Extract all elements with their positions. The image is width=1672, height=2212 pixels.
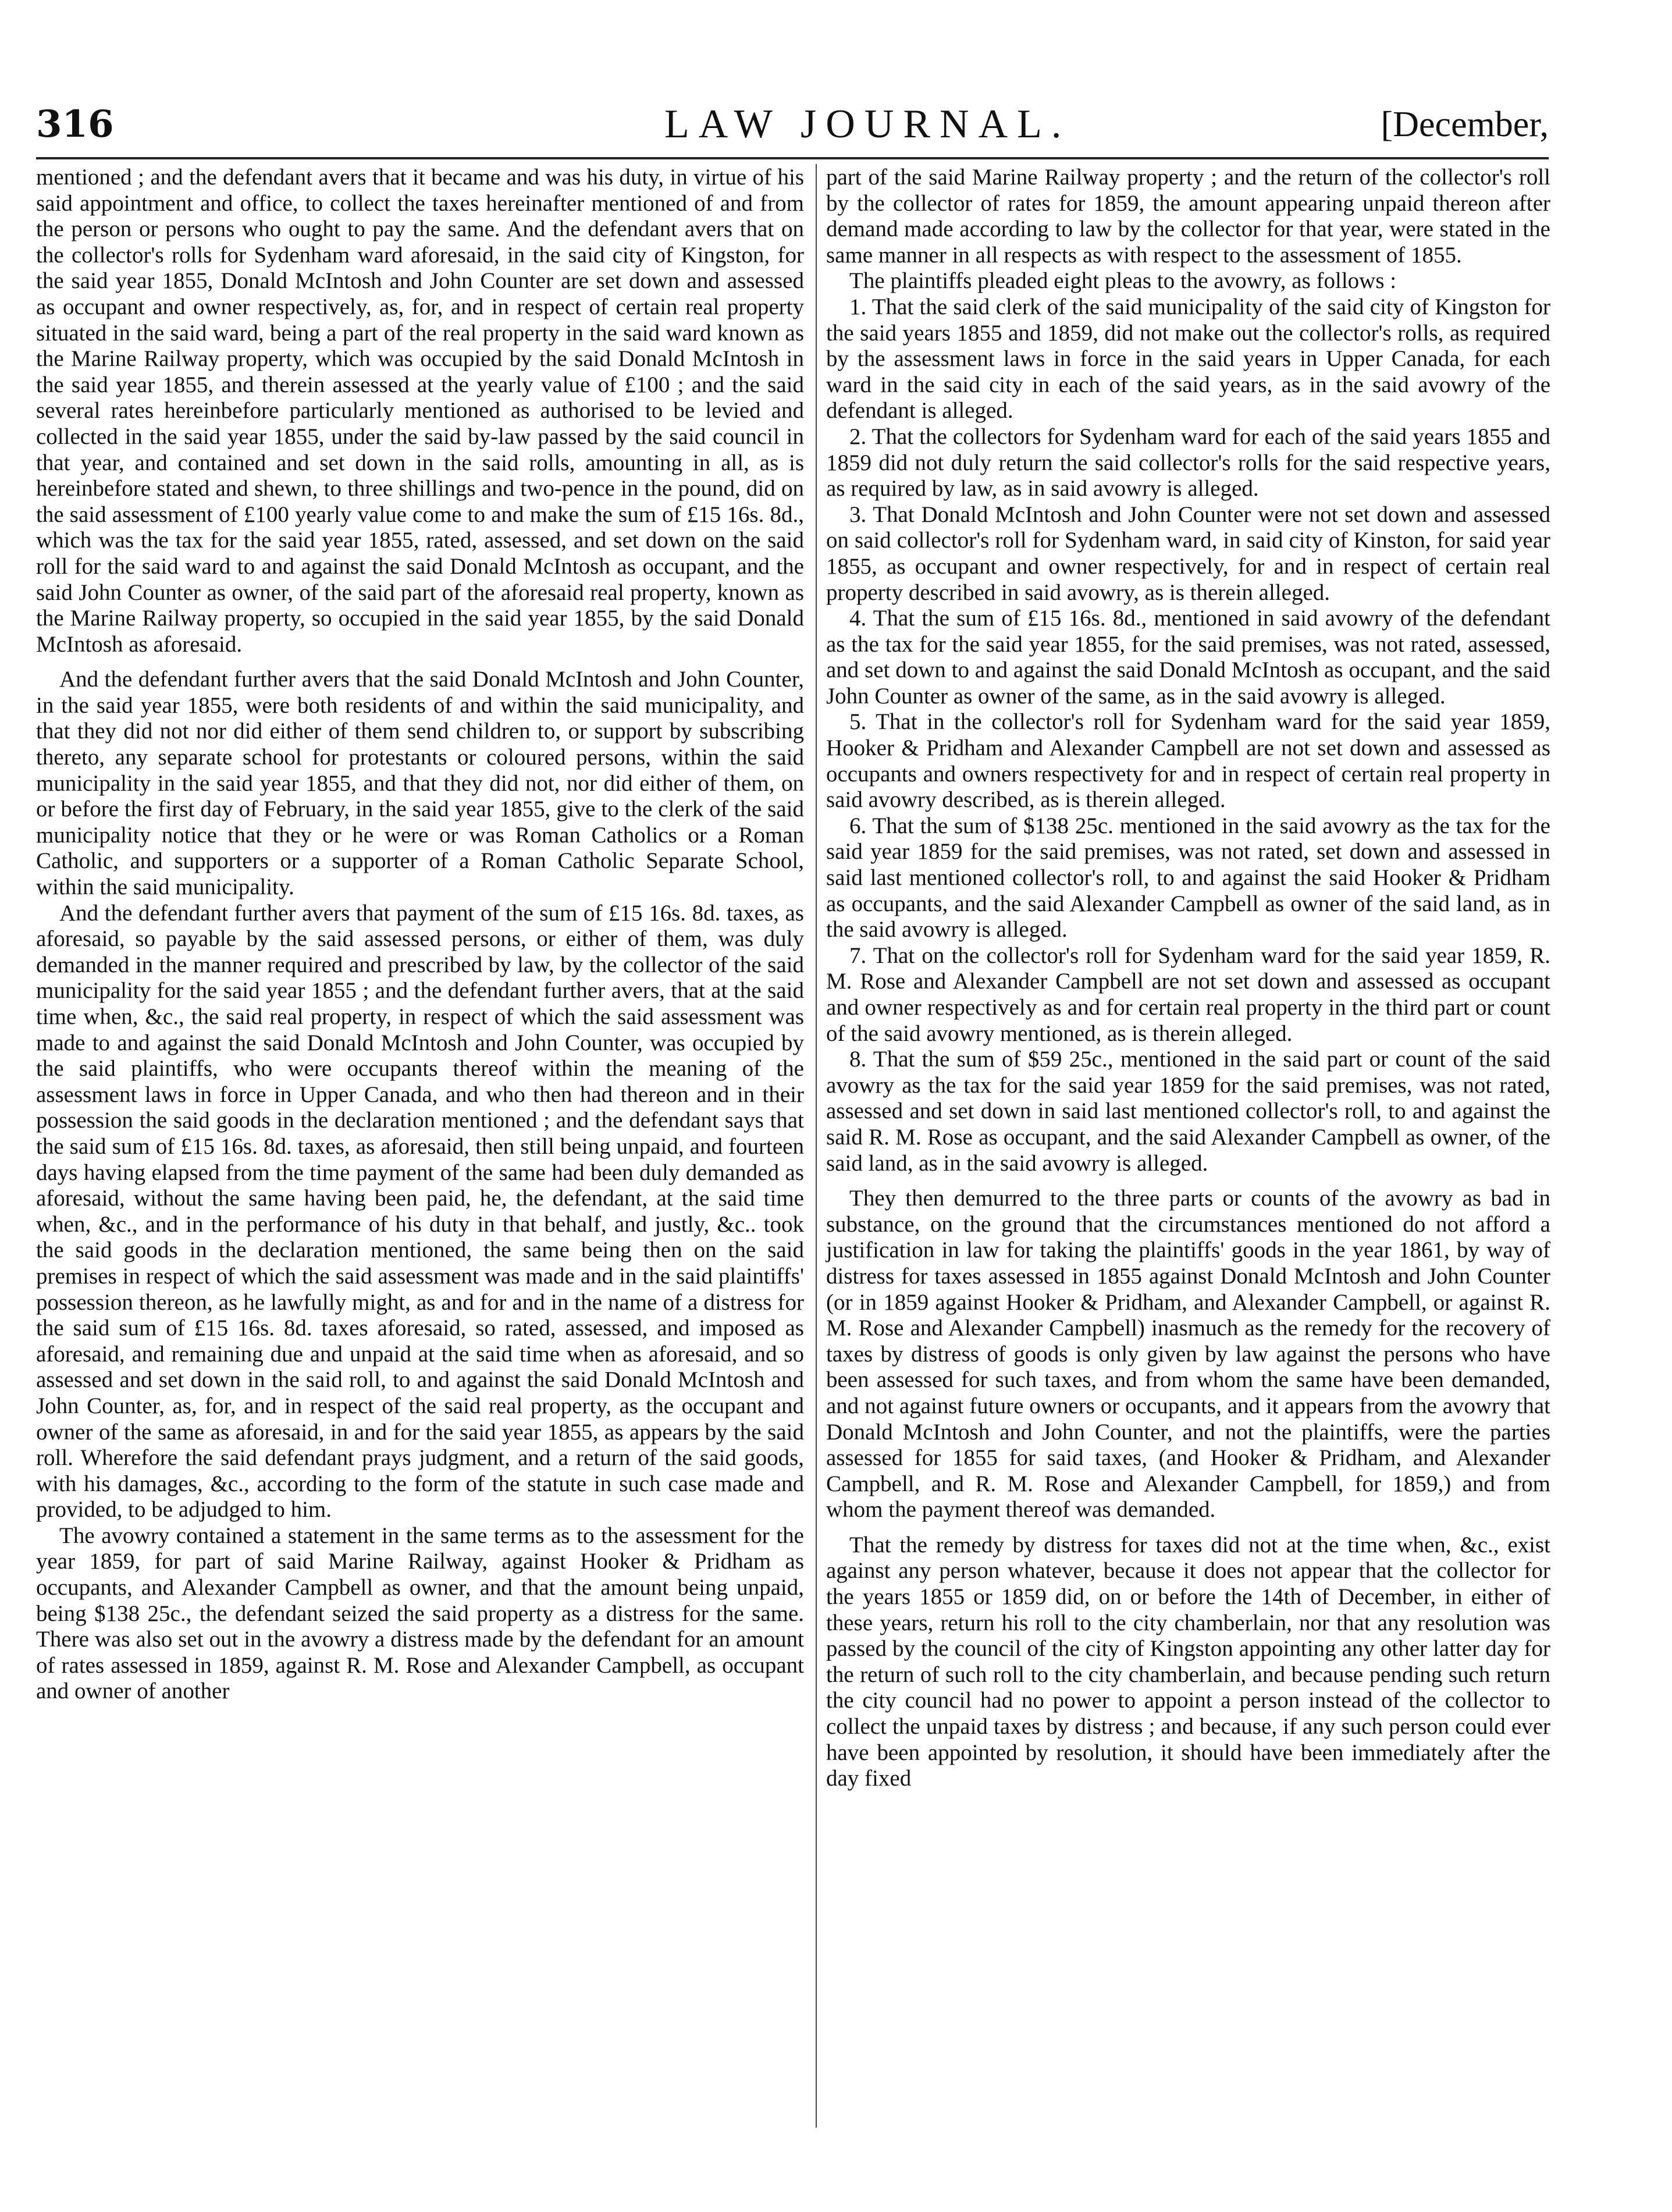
plea-2: 2. That the collectors for Sydenham ward for each of the said years 1855 and 1859 did not duly return the said collector's rolls for the said respective years, as required by law, as in said avowry is alleged. xyxy=(826,424,1550,502)
page-number: 316 xyxy=(36,102,114,146)
paragraph: And the defendant further avers that the said Donald McIntosh and John Counter, in the said year 1855, were both residents of and within the said municipality, and that they did not nor did either of them send children to, or support by subscribing thereto, any separate school for protestants or coloured persons, within the said municipality in the said year 1855, and that they did not, nor did either of them, on or before the first day of February, in the said year 1855, give to the clerk of the said municipality notice that they or he were or was Roman Catholics or a Roman Catholic, and supporters or a supporter of a Roman Catholic Separate School, within the said municipality. xyxy=(36,667,804,900)
plea-3: 3. That Donald McIntosh and John Counter were not set down and assessed on said collector's roll for Sydenham ward, in said city of Kinston, for said year 1855, as occupant and owner respectively, for and in respect of certain real property described in said avowry, as is therein alleged. xyxy=(826,502,1550,605)
paragraph: The plaintiffs pleaded eight pleas to the avowry, as follows : xyxy=(849,268,1397,294)
page-header xyxy=(36,97,1549,152)
journal-title: LAW JOURNAL. xyxy=(664,102,1071,147)
plea-4: 4. That the sum of £15 16s. 8d., mentioned in said avowry of the defendant as the tax for the said year 1855, for the said premises, was not rated, assessed, and set down to and against the said Donald McIntosh as occupant, and the said John Counter as owner of the same, as in the said avowry is alleged. xyxy=(826,606,1550,709)
right-column xyxy=(826,165,1550,1792)
column-divider xyxy=(816,164,817,2128)
plea-6: 6. That the sum of $138 25c. mentioned in the said avowry as the tax for the said year 1859 for the said premises, was not rated, set down and assessed in said last mentioned collector's roll, to and against the said Hooker & Pridham as occupants, and the said Alexander Campbell as owner of the said land, as in the said avowry is alleged. xyxy=(826,813,1550,943)
plea-8: 8. That the sum of $59 25c., mentioned in the said part or count of the said avowry as the tax for the said year 1859 for the said premises, was not rated, assessed and set down in said last mentioned collector's roll, to and against the said R. M. Rose as occupant, and the said Alexander Campbell as owner, of the said land, as in the said avowry is alleged. xyxy=(826,1047,1550,1176)
paragraph: They then demurred to the three parts or counts of the avowry as bad in substance, on the ground that the circumstances mentioned do not afford a justification in law for taking the plaintiffs' goods in the year 1861, by way of distress for taxes assessed in 1855 against Donald McIntosh and John Counter (or in 1859 against Hooker & Pridham, and Alexander Campbell, or against R. M. Rose and Alexander Campbell) inasmuch as the remedy for the recovery of taxes by distress of goods is only given by law against the persons who have been assessed for such taxes, and from whom the same have been demanded, and not against future owners or occupants, and it appears from the avowry that Donald McIntosh and John Counter, and not the plaintiffs, were the parties assessed for 1855 for said taxes, (and Hooker & Pridham, and Alexander Campbell, and R. M. Rose and Alexander Campbell, for 1859,) and from whom the payment thereof was demanded. xyxy=(826,1186,1550,1523)
plea-5: 5. That in the collector's roll for Sydenham ward for the said year 1859, Hooker & Pridham and Alexander Campbell are not set down and assessed as occupants and owners respectivety for and in respect of certain real property in said avowry described, as is therein alleged. xyxy=(826,709,1550,813)
left-column xyxy=(36,165,804,1705)
paragraph: mentioned ; and the defendant avers that it became and was his duty, in virtue of his said appointment and office, to collect the taxes hereinafter mentioned of and from the person or persons who ought to pay the same. And the defendant avers that on the collector's rolls for Sydenham ward aforesaid, in the said city of Kingston, for the said year 1855, Donald McIntosh and John Counter are set down and assessed as occupant and owner respectively, as, for, and in respect of certain real property situated in the said ward, being a part of the real property in the said ward known as the Marine Railway property, which was occupied by the said Donald McIntosh in the said year 1855, and therein assessed at the yearly value of £100 ; and the said several rates hereinbefore particularly mentioned as authorised to be levied and collected in the said year 1855, under the said by-law passed by the said council in that year, and contained and set down in the said rolls, amounting in all, as is hereinbefore stated and shewn, to three shillings and two-pence in the pound, did on the said assessment of £100 yearly value come to and make the sum of £15 16s. 8d., which was the tax for the said year 1855, rated, assessed, and set down on the said roll for the said ward to and against the said Donald McIntosh as occupant, and the said John Counter as owner, of the said part of the aforesaid real property, known as the Marine Railway property, so occupied in the said year 1855, by the said Donald McIntosh as aforesaid. xyxy=(36,165,804,657)
paragraph: part of the said Marine Railway property ; and the return of the collector's roll by the collector of rates for 1859, the amount appearing unpaid thereon after demand made according to law by the collector for that year, were stated in the same manner in all respects as with respect to the assessment of 1855. xyxy=(826,165,1550,268)
header-rule xyxy=(36,157,1549,159)
paragraph: And the defendant further avers that payment of the sum of £15 16s. 8d. taxes, as aforesaid, so payable by the said assessed persons, or either of them, was duly demanded in the manner required and prescribed by law, by the collector of the said municipality for the said year 1855 ; and the defendant further avers, that at the said time when, &c., the said real property, in respect of which the said assessment was made to and against the said Donald McIntosh and John Counter, was occupied by the said plaintiffs, who were occupants thereof within the meaning of the assessment laws in force in Upper Canada, and who then had thereon and in their possession the said goods in the declaration mentioned ; and the defendant says that the said sum of £15 16s. 8d. taxes, as aforesaid, then still being unpaid, and fourteen days having elapsed from the time payment of the same had been duly demanded as aforesaid, without the same having been paid, he, the defendant, at the said time when, &c., and in the performance of his duty in that behalf, and justly, &c.. took the said goods in the declaration mentioned, the same being then on the said premises in respect of which the said assessment was made and in the said plaintiffs' possession thereon, as he lawfully might, as and for and in the name of a distress for the said sum of £15 16s. 8d. taxes aforesaid, so rated, assessed, and imposed as aforesaid, and remaining due and unpaid at the said time when as aforesaid, and so assessed and set down in the said roll, to and against the said Donald McIntosh and John Counter, as, for, and in respect of the said real property, as the occupant and owner of the same as aforesaid, in and for the said year 1855, as appears by the said roll. Wherefore the said defendant prays judgment, and a return of the said goods, with his damages, &c., according to the form of the statute in such case made and provided, to be adjudged to him. xyxy=(36,900,804,1523)
plea-1: 1. That the said clerk of the said municipality of the said city of Kingston for the said years 1855 and 1859, did not make out the collector's rolls, as required by the assessment laws in force in the said years in Upper Canada, for each ward in the said city in each of the said years, as in the said avowry of the defendant is alleged. xyxy=(826,294,1550,424)
issue-month: [December, xyxy=(1381,105,1549,144)
paragraph: That the remedy by distress for taxes did not at the time when, &c., exist against any person whatever, because it does not appear that the collector for the years 1855 or 1859 did, on or before the 14th of December, in either of these years, return his roll to the city chamberlain, nor that any resolution was passed by the council of the city of Kingston appointing any other latter day for the return of such roll to the city chamberlain, and because pending such return the city council had no power to appoint a person instead of the collector to collect the unpaid taxes by distress ; and because, if any such person could ever have been appointed by resolution, it should have been immediately after the day fixed xyxy=(826,1532,1550,1791)
paragraph: The avowry contained a statement in the same terms as to the assessment for the year 1859, for part of said Marine Railway, against Hooker & Pridham as occupants, and Alexander Campbell as owner, and that the amount being unpaid, being $138 25c., the defendant seized the said property as a distress for the same. There was also set out in the avowry a distress made by the defendant for an amount of rates assessed in 1859, against R. M. Rose and Alexander Campbell, as occupant and owner of another xyxy=(36,1523,804,1704)
plea-7: 7. That on the collector's roll for Sydenham ward for the said year 1859, R. M. Rose and Alexander Campbell are not set down and assessed as occupant and owner respectively as and for certain real property in the third part or count of the said avowry mentioned, as is therein alleged. xyxy=(826,943,1550,1046)
